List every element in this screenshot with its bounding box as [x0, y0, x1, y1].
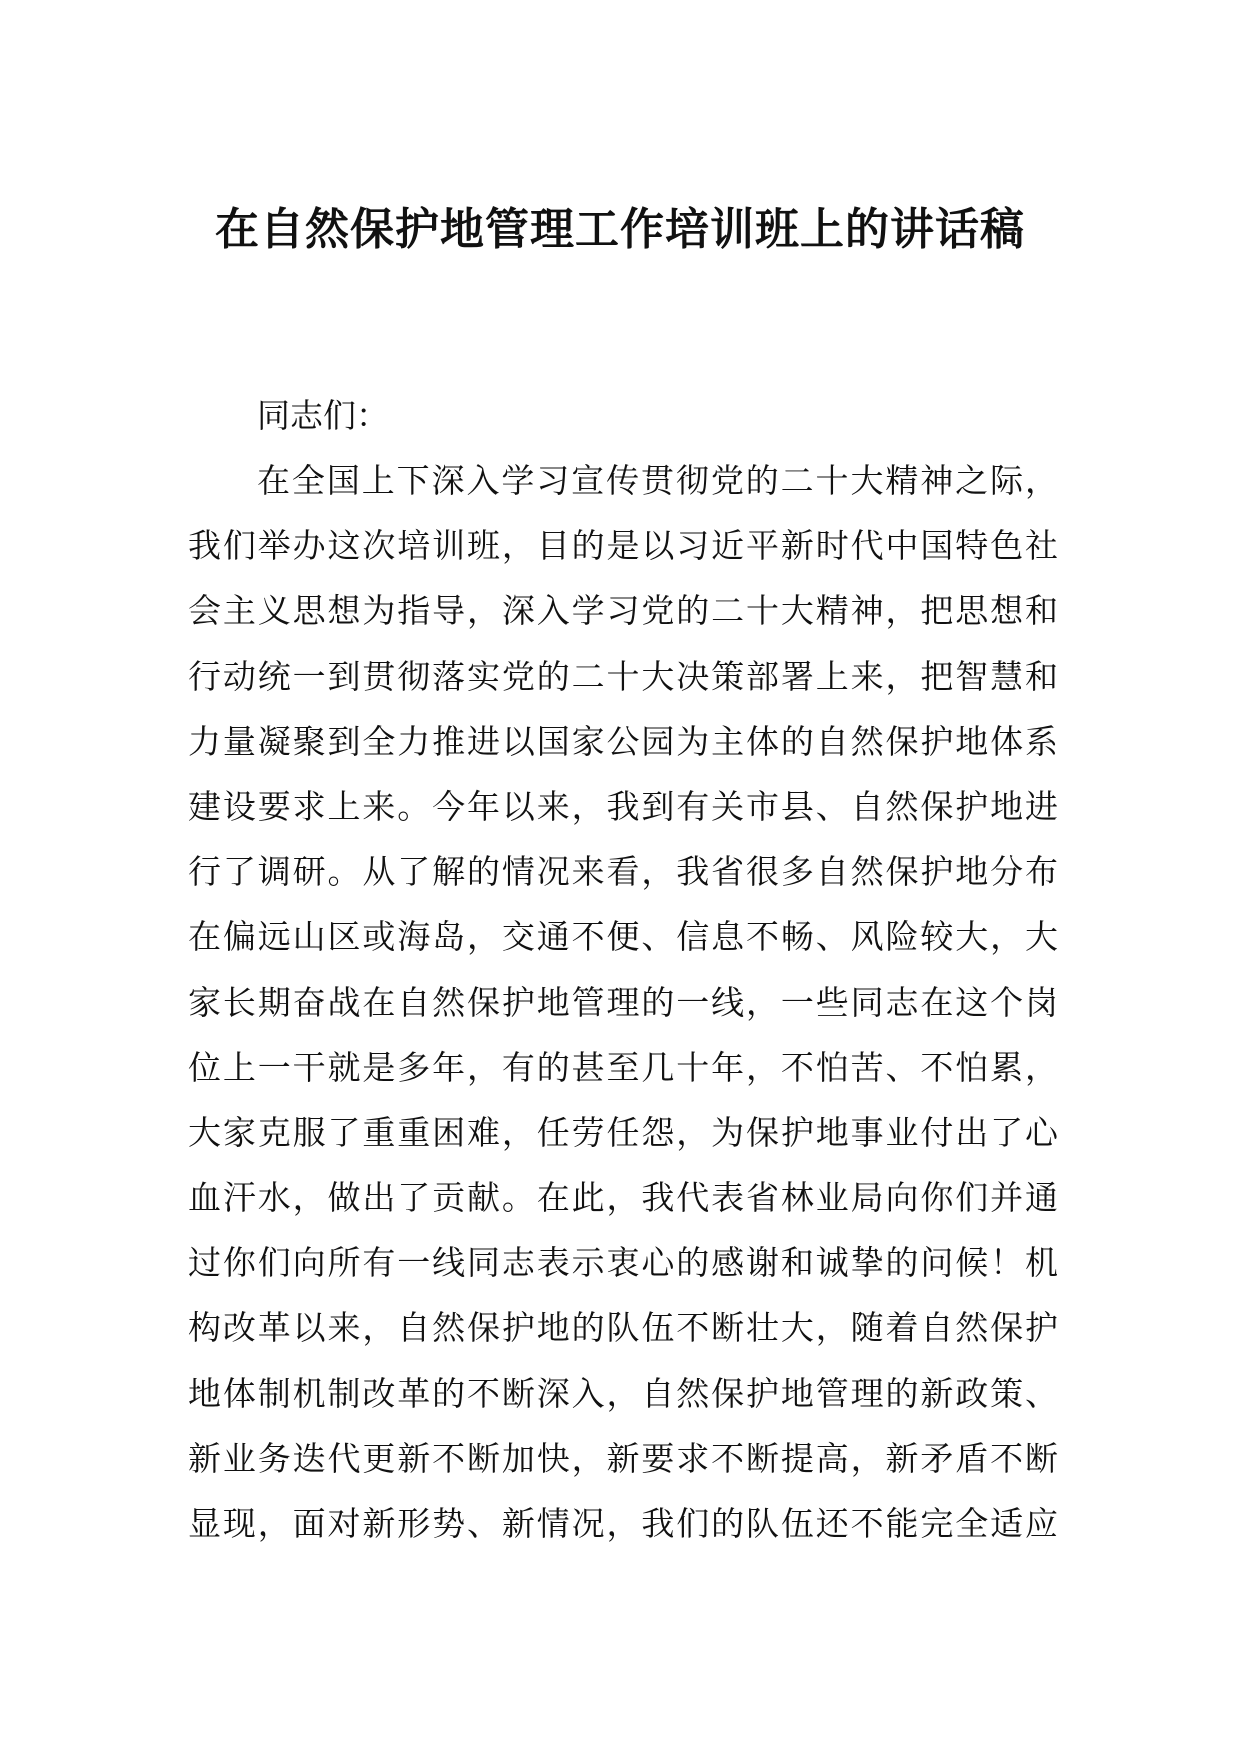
body-line: 会主义思想为指导，深入学习党的二十大精神，把思想和	[188, 591, 1058, 631]
body-line: 大家克服了重重困难，任劳任怨，为保护地事业付出了心	[188, 1112, 1058, 1152]
body-line: 位上一干就是多年，有的甚至几十年，不怕苦、不怕累，	[188, 1047, 1058, 1087]
document-title: 在自然保护地管理工作培训班上的讲话稿	[215, 204, 1025, 255]
body-line: 行动统一到贯彻落实党的二十大决策部署上来，把智慧和	[188, 656, 1058, 696]
body-line: 我们举办这次培训班，目的是以习近平新时代中国特色社	[188, 526, 1058, 566]
body-line: 显现，面对新形势、新情况，我们的队伍还不能完全适应	[188, 1504, 1058, 1543]
body-line: 家长期奋战在自然保护地管理的一线，一些同志在这个岗	[188, 982, 1058, 1022]
body-line: 行了调研。从了解的情况来看，我省很多自然保护地分布	[188, 852, 1058, 892]
body-line: 过你们向所有一线同志表示衷心的感谢和诚挚的问候！机	[188, 1243, 1058, 1283]
body-line: 新业务迭代更新不断加快，新要求不断提高，新矛盾不断	[188, 1438, 1058, 1478]
body-line: 在偏远山区或海岛，交通不便、信息不畅、风险较大，大	[188, 917, 1058, 957]
body-line: 血汗水，做出了贡献。在此，我代表省林业局向你们并通	[188, 1178, 1058, 1218]
body-line: 构改革以来，自然保护地的队伍不断壮大，随着自然保护	[188, 1308, 1058, 1348]
body-line: 地体制机制改革的不断深入，自然保护地管理的新政策、	[188, 1373, 1058, 1413]
body-line: 力量凝聚到全力推进以国家公园为主体的自然保护地体系	[188, 721, 1058, 761]
salutation: 同志们：	[257, 396, 389, 435]
body-text	[188, 451, 1058, 1559]
body-line: 建设要求上来。今年以来，我到有关市县、自然保护地进	[188, 786, 1058, 826]
body-line: 在全国上下深入学习宣传贯彻党的二十大精神之际，	[257, 461, 1058, 500]
